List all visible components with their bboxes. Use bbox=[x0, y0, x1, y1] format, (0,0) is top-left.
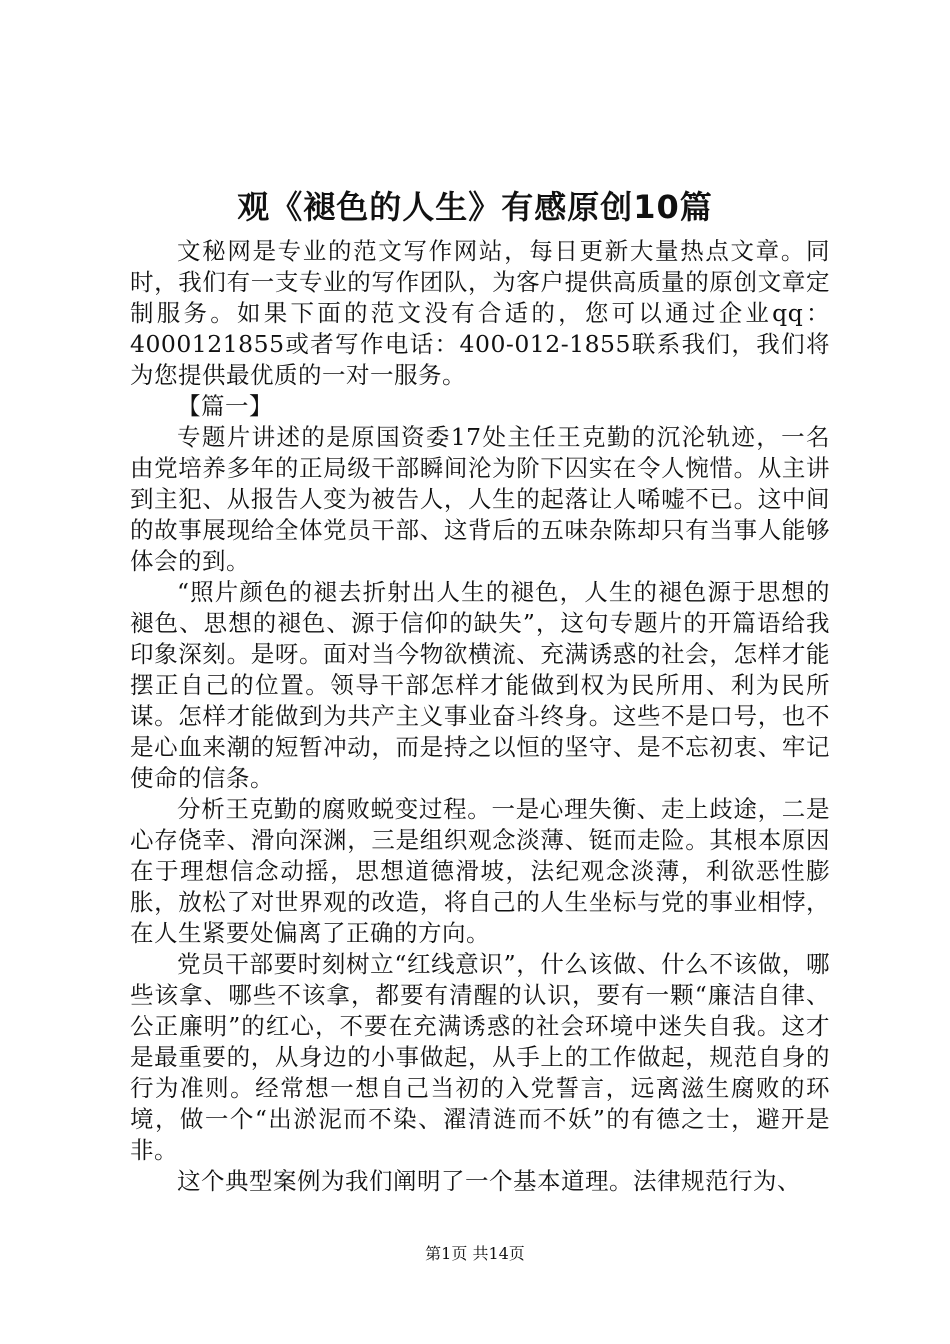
body-paragraph: 党员干部要时刻树立“红线意识”，什么该做、什么不该做，哪些该拿、哪些不该拿，都要有清醒的认识，要有一颗“廉洁自律、公正廉明”的红心，不要在充满诱惑的社会环境中迷失自我。这才是最重要的，从身边的小事做起，从手上的工作做起，规范自身的行为准则。经常想一想自己当初的入党誓言，远离滋生腐败的环境，做一个“出淤泥而不染、濯清涟而不妖”的有德之士，避开是非。 bbox=[130, 950, 830, 1164]
intro-paragraph: 文秘网是专业的范文写作网站，每日更新大量热点文章。同时，我们有一支专业的写作团队，为客户提供高质量的原创文章定制服务。如果下面的范文没有合适的，您可以通过企业qq：4000121855或者写作电话：400-012-1855联系我们，我们将为您提供最优质的一对一服务。 bbox=[130, 237, 830, 389]
body-paragraph: 专题片讲述的是原国资委17处主任王克勤的沉沦轨迹，一名由党培养多年的正局级干部瞬间沦为阶下囚实在令人惋惜。从主讲到主犯、从报告人变为被告人，人生的起落让人唏嘘不已。这中间的故事展现给全体党员干部、这背后的五味杂陈却只有当事人能够体会的到。 bbox=[130, 423, 830, 575]
body-paragraph: “照片颜色的褪去折射出人生的褪色，人生的褪色源于思想的褪色、思想的褪色、源于信仰的缺失”，这句专题片的开篇语给我印象深刻。是呀。面对当今物欲横流、充满诱惑的社会，怎样才能摆正自己的位置。领导干部怎样才能做到权为民所用、利为民所谋。怎样才能做到为共产主义事业奋斗终身。这些不是口号，也不是心血来潮的短暂冲动，而是持之以恒的坚守、是不忘初衷、牢记使命的信条。 bbox=[130, 578, 830, 792]
document-body bbox=[130, 236, 830, 1197]
body-paragraph: 分析王克勤的腐败蜕变过程。一是心理失衡、走上歧途，二是心存侥幸、滑向深渊，三是组织观念淡薄、铤而走险。其根本原因在于理想信念动摇，思想道德滑坡，法纪观念淡薄，利欲恶性膨胀，放松了对世界观的改造，将自己的人生坐标与党的事业相悖，在人生紧要处偏离了正确的方向。 bbox=[130, 795, 830, 947]
body-paragraph: 这个典型案例为我们阐明了一个基本道理。法律规范行为、 bbox=[177, 1167, 801, 1195]
page-number-footer: 第1页 共14页 bbox=[425, 1244, 525, 1263]
document-title: 观《褪色的人生》有感原创10篇 bbox=[237, 188, 713, 226]
section-heading: 【篇一】 bbox=[177, 392, 273, 420]
